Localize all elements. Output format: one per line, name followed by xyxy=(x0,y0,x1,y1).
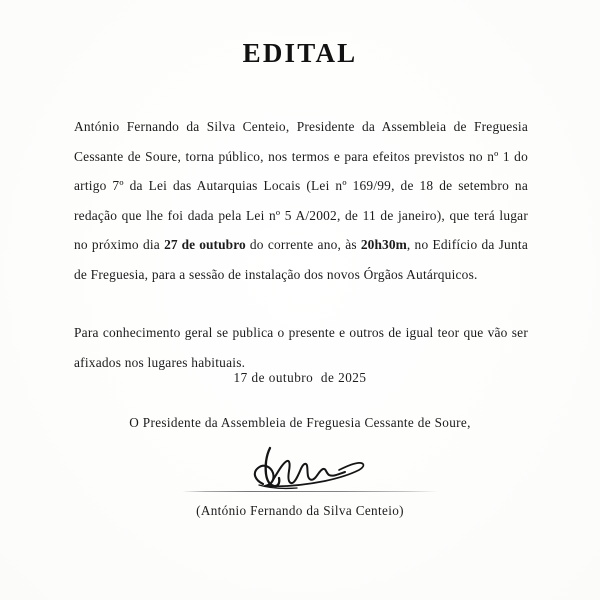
signatory-name: (António Fernando da Silva Centeio) xyxy=(196,503,404,518)
body-text: António Fernando da Silva Centeio, Presidente da Assembleia de Freguesia Cessante de Soure, torna público, nos termos e para efeitos previstos no nº 1 do artigo 7º da Lei das Autarquias Locais (Lei nº 169/99, de 18 de setembro na redação que lhe foi dada pela Lei nº 5 A/2002, de 11 de janeiro), que terá lugar no próximo dia xyxy=(74,119,528,252)
signature-area xyxy=(0,440,600,492)
emphasis-text: 27 de outubro xyxy=(164,237,246,252)
closing-statement: O Presidente da Assembleia de Freguesia Cessante de Soure, xyxy=(129,415,471,430)
handwritten-signature-icon xyxy=(225,440,375,492)
document-date: 17 de outubro de 2025 xyxy=(233,370,367,385)
page-title: EDITAL xyxy=(242,38,358,68)
paragraph-publication-notice: Para conhecimento geral se publica o presente e outros de igual teor que vão ser afixados nos lugares habituais. xyxy=(74,325,528,370)
paragraph-announcement xyxy=(74,112,528,289)
body-text: , no Edifício da Junta de Freguesia, para a sessão de instalação dos novos Órgãos Autárquicos. xyxy=(74,237,528,282)
body-text: do corrente ano, às xyxy=(245,237,361,252)
signature-rule xyxy=(182,491,438,492)
document-body xyxy=(74,112,528,377)
emphasis-text: 20h30m xyxy=(360,237,407,252)
